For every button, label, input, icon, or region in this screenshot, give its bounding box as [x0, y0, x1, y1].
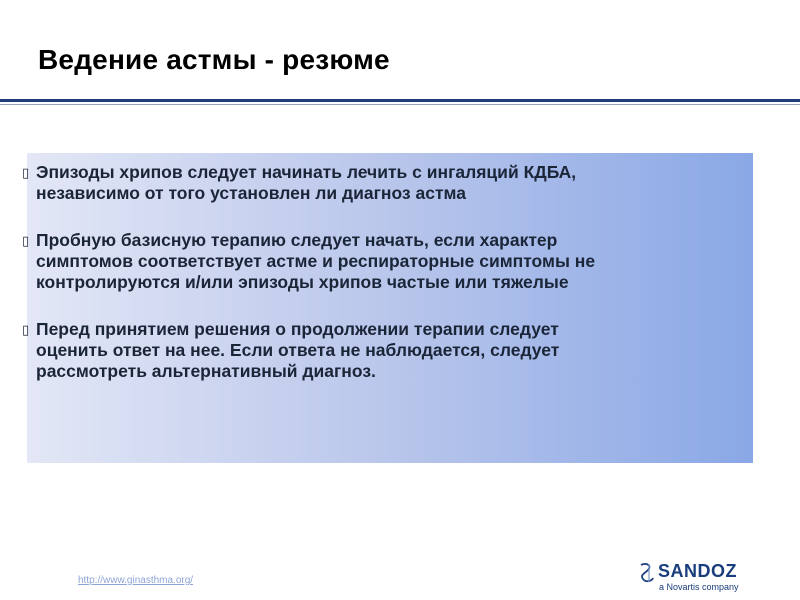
- slide-title: Ведение астмы - резюме: [38, 44, 390, 75]
- title-divider: [0, 99, 800, 102]
- bullet-line: Перед принятием решения о продолжении терапии следует: [36, 319, 559, 339]
- logo-subtitle: a Novartis company: [659, 582, 739, 592]
- bullet-line: Пробную базисную терапию следует начать, если характер: [36, 230, 558, 250]
- bullet-line: Эпизоды хрипов следует начинать лечить с ингаляций КДБА,: [36, 162, 577, 182]
- bullet-line: рассмотреть альтернативный диагноз.: [36, 361, 376, 381]
- sandoz-logo-icon: [638, 562, 656, 584]
- bullet-marker-icon: ▯: [22, 165, 30, 180]
- bullet-marker-icon: ▯: [22, 322, 30, 337]
- bullet-line: оценить ответ на нее. Если ответа не наблюдается, следует: [36, 340, 560, 360]
- title-divider-thin: [0, 104, 800, 105]
- logo-wordmark: SANDOZ: [658, 561, 737, 581]
- bullet-line: контролируются и/или эпизоды хрипов частые или тяжелые: [36, 272, 569, 292]
- bullet-item: [22, 319, 762, 382]
- bullet-marker-icon: ▯: [22, 233, 30, 248]
- bullet-list: [22, 162, 762, 408]
- bullet-line: симптомов соответствует астме и респираторные симптомы не: [36, 251, 596, 271]
- bullet-item: [22, 230, 762, 293]
- bullet-item: [22, 162, 762, 204]
- source-link[interactable]: http://www.ginasthma.org/: [78, 575, 194, 586]
- bullet-line: независимо от того установлен ли диагноз астма: [36, 183, 466, 203]
- sandoz-logo: [638, 561, 760, 595]
